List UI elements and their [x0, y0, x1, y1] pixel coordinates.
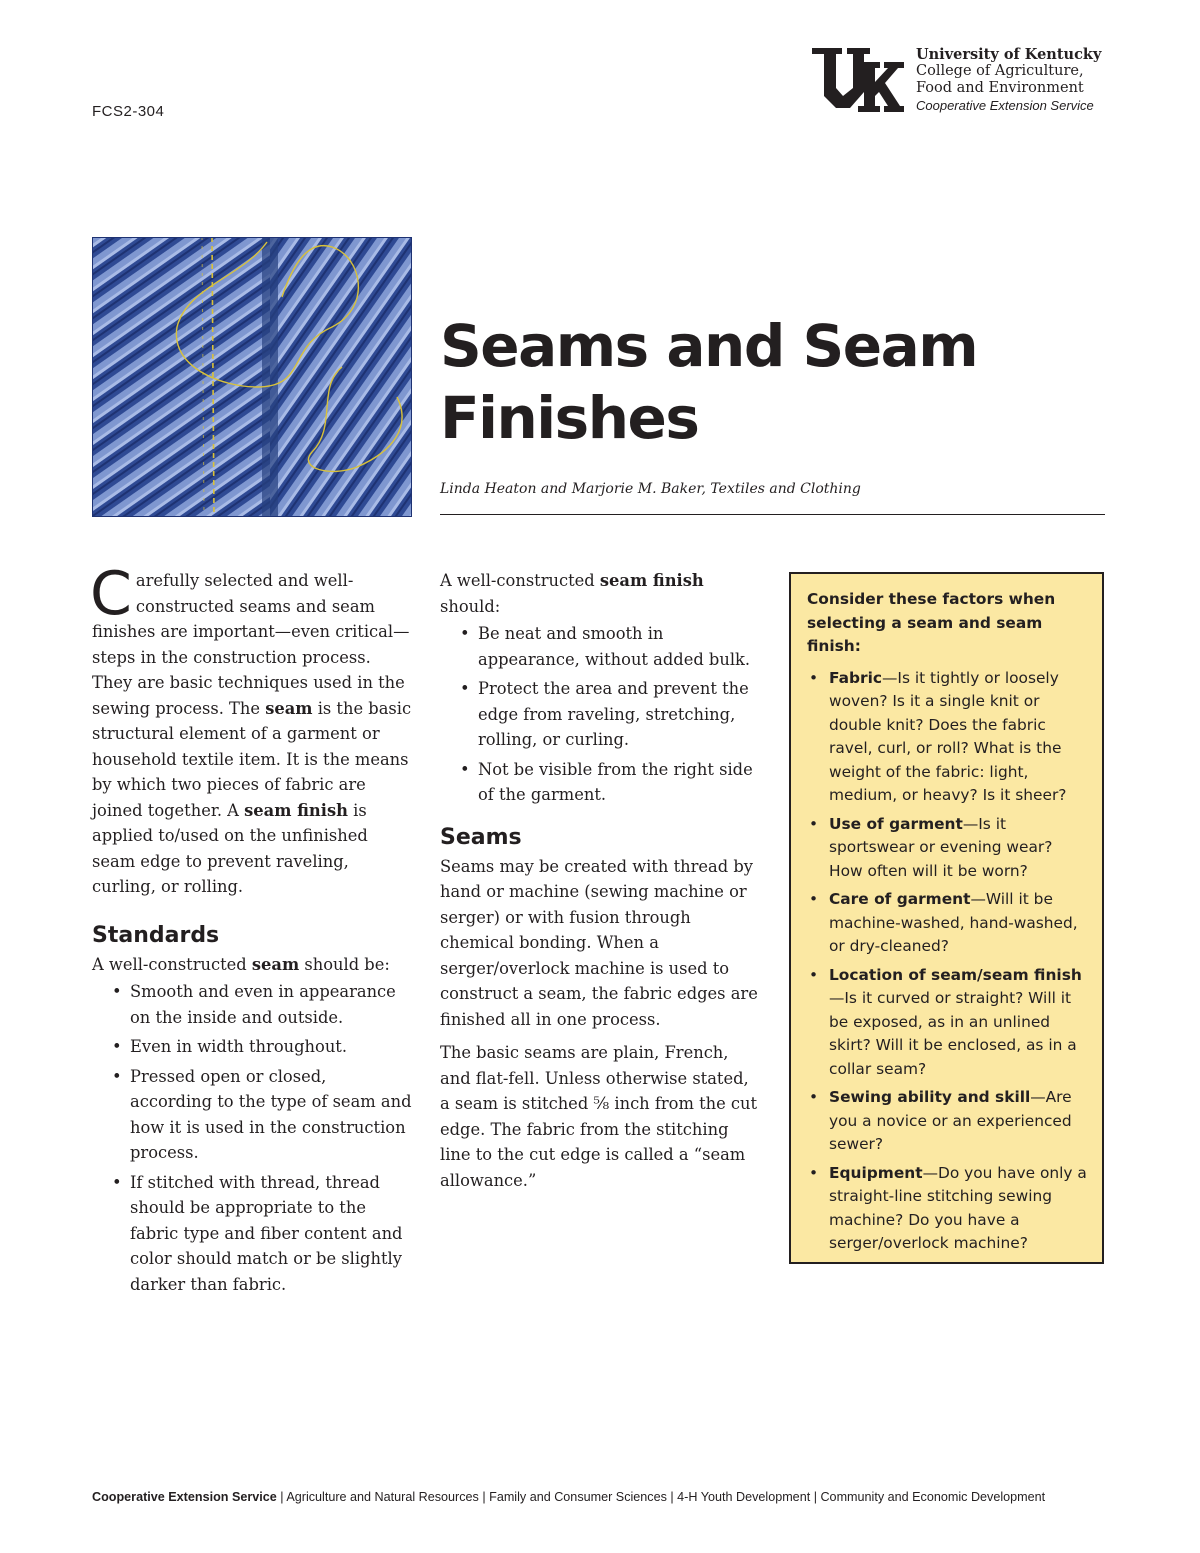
list-item: • Smooth and even in appearance on the inside and outside. — [112, 982, 396, 1027]
standards-lead: A well-constructed seam should be: — [92, 954, 390, 974]
seams-paragraph-2: The basic seams are plain, French, and flat-fell. Unless otherwise stated, a seam is stitched ⅝ inch from the cut edge. The fabric from the stitching line to the cut edge is called a “seam allowance.” — [440, 1043, 758, 1190]
drop-cap: C — [90, 559, 132, 629]
standards-list — [92, 979, 412, 1297]
org-name: University of Kentucky — [916, 46, 1102, 63]
org-extension: Cooperative Extension Service — [916, 98, 1094, 113]
factors-sidebar — [789, 572, 1104, 1264]
publication-code: FCS2-304 — [92, 103, 165, 120]
page-footer: Cooperative Extension Service | Agriculture and Natural Resources | Family and Consumer Sciences | 4-H Youth Development | Community and Economic Development — [92, 1490, 1046, 1504]
sidebar-intro: Consider these factors when selecting a seam and seam finish: — [807, 590, 1056, 655]
org-college-line2: Food and Environment — [916, 80, 1084, 96]
list-item: • Protect the area and prevent the edge from raveling, stretching, rolling, or curling. — [460, 679, 749, 749]
list-item: • Sewing ability and skill—Are you a novice or an experienced sewer? — [809, 1088, 1072, 1153]
column-left — [90, 559, 412, 1305]
authors-line: Linda Heaton and Marjorie M. Baker, Textiles and Clothing — [440, 481, 861, 497]
standards-heading: Standards — [92, 922, 220, 948]
list-item: • Not be visible from the right side of the garment. — [460, 759, 753, 804]
seam-finish-lead: A well-constructed seam finish should: — [440, 571, 704, 616]
seams-paragraph-1: Seams may be created with thread by hand or machine (sewing machine or serger) or with fusion through chemical bonding. When a serger/overlock machine is used to construct a seam, the fabric edges are finished all in one process. — [440, 856, 758, 1029]
intro-paragraph: Carefully selected and well-constructed seams and seam finishes are important—even critical—steps in the construction process. They are basic techniques used in the sewing process. The seam is the basic structural element of a garment or household textile item. It is the means by which two pieces of fabric are joined together. A seam finish is applied to/used on the unfinished seam edge to prevent raveling, curling, or rolling. — [90, 559, 412, 896]
list-item: • Care of garment—Will it be machine-washed, hand-washed, or dry-cleaned? — [809, 890, 1078, 955]
denim-seam-photo — [92, 237, 412, 517]
university-logo — [812, 46, 1112, 118]
list-item: • Be neat and smooth in appearance, without added bulk. — [460, 624, 751, 669]
page-title: Seams and Seam Finishes — [440, 312, 978, 452]
list-item: • Location of seam/seam finish—Is it curved or straight? Will it be exposed, as in an unlined skirt? Will it be enclosed, as in a collar seam? — [809, 965, 1082, 1078]
uk-logo-icon — [812, 48, 904, 114]
list-item: • Even in width throughout. — [112, 1037, 348, 1056]
seams-heading: Seams — [440, 824, 522, 850]
list-item: • If stitched with thread, thread should be appropriate to the fabric type and fiber content and color should match or be slightly darker than fabric. — [112, 1172, 403, 1294]
list-item: • Pressed open or closed, according to the type of seam and how it is used in the construction process. — [112, 1066, 412, 1162]
column-middle — [440, 568, 758, 1201]
list-item: • Equipment—Do you have only a straight-line stitching sewing machine? Do you have a serger/overlock machine? — [809, 1163, 1087, 1252]
seam-finish-list — [440, 621, 758, 808]
factors-list — [807, 667, 1088, 1256]
list-item: • Use of garment—Is it sportswear or evening wear? How often will it be worn? — [809, 814, 1053, 880]
list-item: • Fabric—Is it tightly or loosely woven? Is it a single knit or double knit? Does the fabric ravel, curl, or roll? What is the weight of the fabric: light, medium, or heavy? Is it sheer? — [809, 668, 1067, 804]
org-college-line1: College of Agriculture, — [916, 63, 1084, 79]
title-divider — [440, 514, 1105, 515]
